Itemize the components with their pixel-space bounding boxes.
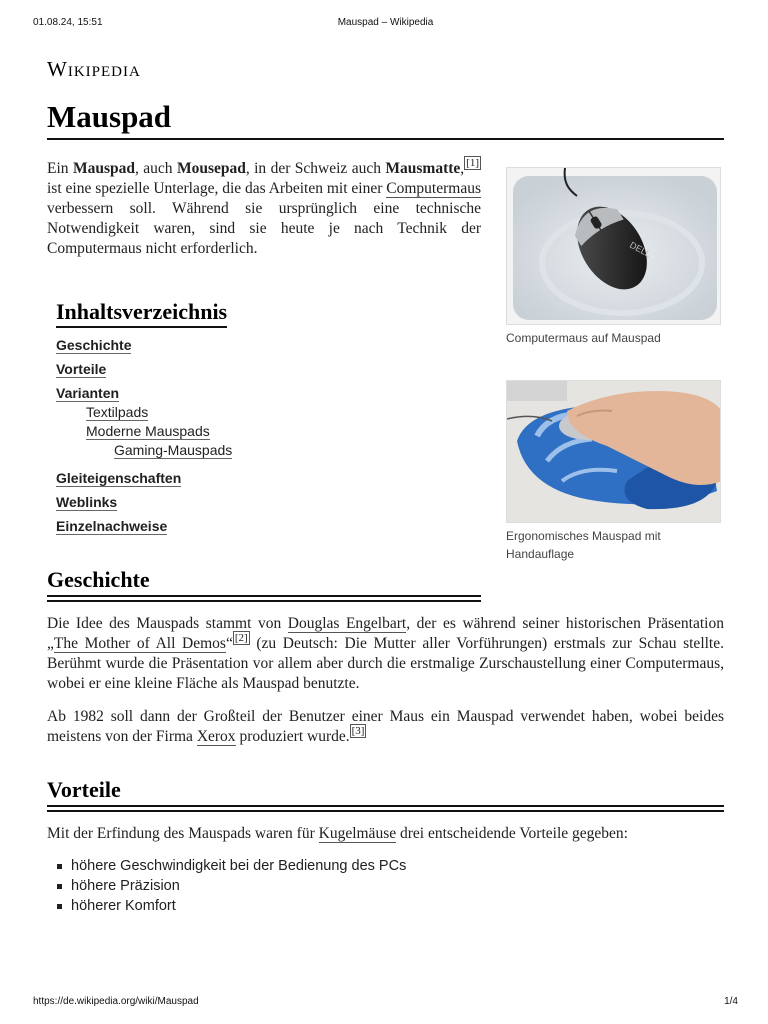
section-geschichte (47, 567, 724, 747)
toc-item-geschichte[interactable]: Geschichte (56, 337, 132, 353)
toc-list (56, 336, 316, 535)
toc-item-moderne-mauspads[interactable]: Moderne Mauspads (86, 423, 210, 439)
print-doc-title: Mauspad – Wikipedia (337, 17, 434, 28)
section-vorteile (47, 777, 724, 916)
svg-text:DELL: DELL (628, 239, 653, 260)
table-of-contents (56, 299, 316, 535)
toc-item-gleiteigenschaften[interactable]: Gleiteigenschaften (56, 470, 182, 486)
mother-of-all-demos-link[interactable]: The Mother of All Demos (53, 635, 226, 652)
term-mauspad: Mauspad (72, 160, 135, 177)
print-page-number: 1/4 (724, 996, 738, 1007)
figure-mouse-on-pad (506, 167, 721, 347)
print-datetime: 01.08.24, 15:51 (33, 17, 103, 28)
heading-vorteile: Vorteile (47, 777, 121, 802)
geschichte-paragraph-1: Die Idee des Mauspads stammt von Douglas Engelbart, der es während seiner historischen Präsentation „The Mother of All Demos“ [2] (zu Deutsch: Die Mutter aller Vorführungen) erstmals zur Schau stellte. Berühmt wurde die Präsentation vor allem aber durch die erstmalige Zurschaustellung einer Computermaus, wobei er eine kleine Fläche als Mauspad benutzte. (47, 615, 724, 692)
term-mausmatte: Mausmatte (385, 160, 461, 177)
figure-2-caption: Ergonomisches Mauspad mit Handauflage (506, 529, 661, 561)
toc-item-textilpads[interactable]: Textilpads (86, 404, 149, 420)
xerox-link[interactable]: Xerox (196, 728, 236, 745)
hand-mousepad-photo-icon[interactable] (506, 380, 721, 523)
page-title: Mauspad (47, 98, 724, 140)
heading-rule (47, 595, 481, 602)
mouse-photo-icon[interactable] (506, 167, 721, 325)
article (47, 57, 724, 914)
kugelmaeuse-link[interactable]: Kugelmäuse (318, 825, 397, 842)
toc-title: Inhaltsverzeichnis (56, 299, 227, 328)
douglas-engelbart-link[interactable]: Douglas Engelbart (287, 615, 407, 632)
vorteile-paragraph-1: Mit der Erfindung des Mauspads waren für Kugelmäuse drei entscheidende Vorteile gegeben: (47, 825, 628, 842)
toc-item-einzelnachweise[interactable]: Einzelnachweise (56, 518, 168, 534)
toc-item-vorteile[interactable]: Vorteile (56, 361, 107, 377)
list-item: höhere Präzision (71, 876, 724, 896)
geschichte-paragraph-2: Ab 1982 soll dann der Großteil der Benutzer einer Maus ein Mauspad verwendet haben, wobei beides meistens von der Firma Xerox produziert wurde. [3] (47, 708, 724, 745)
figure-ergonomic-pad (506, 380, 721, 563)
reference-2-link[interactable]: [2] (234, 631, 248, 644)
reference-1-link[interactable]: [1] (466, 156, 479, 169)
toc-item-varianten[interactable]: Varianten (56, 385, 120, 401)
heading-geschichte: Geschichte (47, 567, 150, 592)
vorteile-list (47, 856, 724, 916)
list-item: höhere Geschwindigkeit bei der Bedienung des PCs (71, 856, 724, 876)
print-footer (33, 996, 738, 1007)
wikipedia-wordmark: Wikipedia (47, 57, 141, 81)
term-mousepad: Mousepad (176, 160, 246, 177)
print-url: https://de.wikipedia.org/wiki/Mauspad (33, 996, 199, 1007)
toc-item-weblinks[interactable]: Weblinks (56, 494, 118, 510)
reference-3-link[interactable]: [3] (351, 724, 365, 737)
heading-rule (47, 805, 724, 812)
intro-paragraph: Ein Mauspad, auch Mousepad, in der Schweiz auch Mausmatte, [1] ist eine spezielle Unterlage, die das Arbeiten mit einer Computermaus verbessern soll. Während sie ursprünglich eine technische Notwendigkeit waren, sind sie heute je nach Technik der Computermaus nicht erforderlich. (47, 156, 481, 257)
toc-item-gaming-mauspads[interactable]: Gaming-Mauspads (114, 442, 233, 458)
computermaus-link[interactable]: Computermaus (386, 180, 481, 197)
figure-1-caption: Computermaus auf Mauspad (506, 331, 661, 345)
list-item: höherer Komfort (71, 896, 724, 916)
